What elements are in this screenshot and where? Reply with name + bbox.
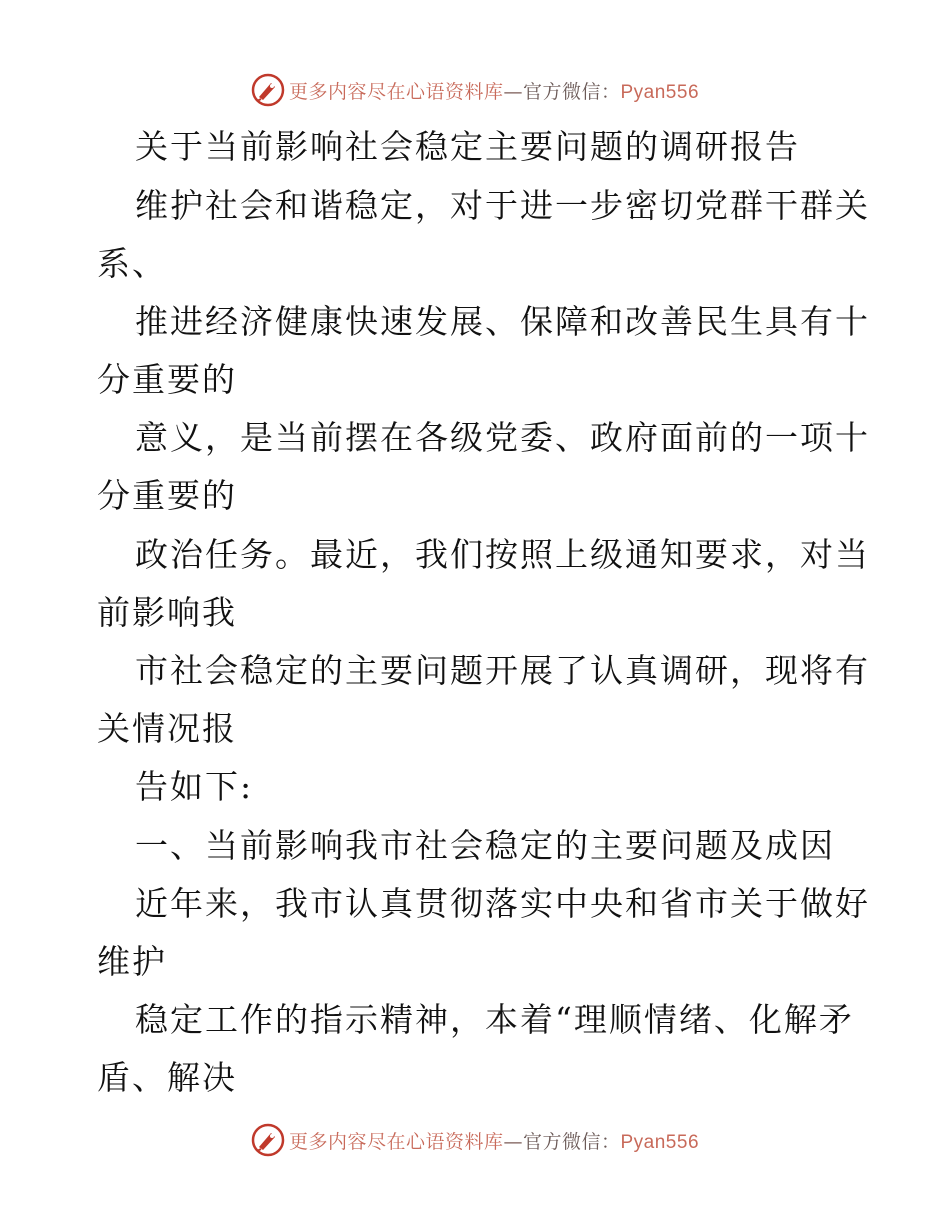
footer-banner bbox=[0, 1120, 950, 1160]
text-line: 维护 bbox=[97, 942, 167, 981]
document-title: 关于当前影响社会稳定主要问题的调研报告 bbox=[135, 127, 800, 166]
text-line: 稳定工作的指示精神，本着“理顺情绪、化解矛 bbox=[135, 1000, 854, 1039]
text-line: 政治任务。最近，我们按照上级通知要求，对当 bbox=[135, 535, 870, 574]
text-line: 意义，是当前摆在各级党委、政府面前的一项十 bbox=[135, 418, 870, 457]
text-line: 维护社会和谐稳定，对于进一步密切党群干群关 bbox=[135, 186, 870, 225]
banner-title: 更多内容尽在心语资料库 bbox=[288, 1130, 504, 1153]
text-line: 近年来，我市认真贯彻落实中央和省市关于做好 bbox=[135, 884, 870, 923]
text-line: 盾、解决 bbox=[97, 1058, 237, 1097]
text-line: 分重要的 bbox=[97, 360, 237, 399]
banner-wechat-id: Pyan556 bbox=[620, 1131, 700, 1153]
banner-dash: — bbox=[503, 80, 523, 103]
text-line: 分重要的 bbox=[97, 476, 237, 515]
banner-title: 更多内容尽在心语资料库 bbox=[288, 80, 504, 103]
header-banner bbox=[0, 70, 950, 110]
text-line: 推进经济健康快速发展、保障和改善民生具有十 bbox=[135, 302, 870, 341]
text-line: 前影响我 bbox=[97, 593, 237, 632]
banner-wechat-label: 官方微信： bbox=[522, 1130, 621, 1153]
text-line: 市社会稳定的主要问题开展了认真调研，现将有 bbox=[135, 651, 870, 690]
banner-wechat-id: Pyan556 bbox=[620, 81, 700, 103]
text-line: 告如下: bbox=[135, 767, 254, 806]
pen-logo-icon bbox=[251, 1123, 285, 1157]
text-line: 关情况报 bbox=[97, 709, 237, 748]
banner-text bbox=[289, 1127, 699, 1154]
banner-text bbox=[289, 77, 699, 104]
pen-logo-icon bbox=[251, 73, 285, 107]
section-heading: 一、当前影响我市社会稳定的主要问题及成因 bbox=[135, 826, 835, 865]
banner-wechat-label: 官方微信： bbox=[522, 80, 621, 103]
banner-dash: — bbox=[503, 1130, 523, 1153]
text-line: 系、 bbox=[97, 244, 167, 283]
